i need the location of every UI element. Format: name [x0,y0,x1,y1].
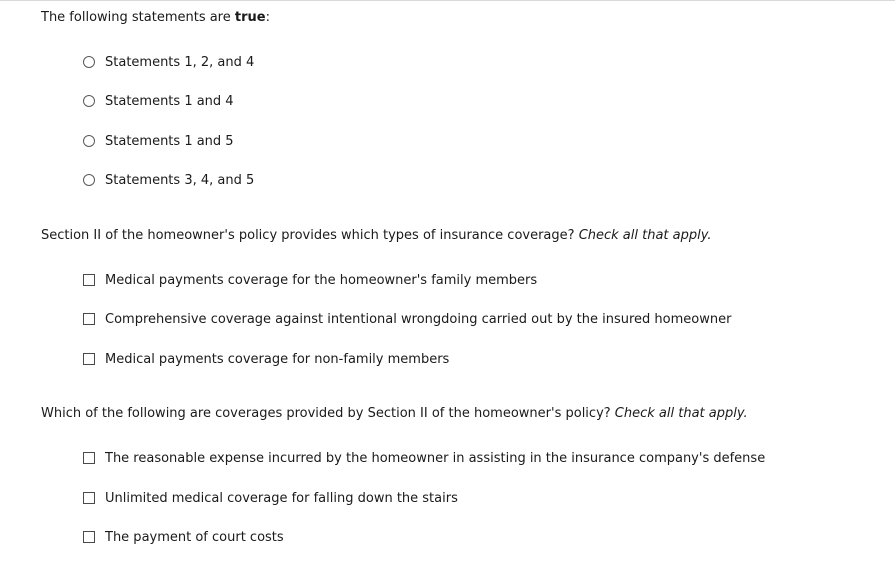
question-2-instruction: Check all that apply. [578,228,712,243]
option-label: Statements 1, 2, and 4 [105,54,255,70]
top-divider [0,0,895,1]
radio-button[interactable] [83,174,95,186]
radio-button[interactable] [83,135,95,147]
option-label: The payment of court costs [105,529,284,545]
q2-option-3[interactable] [82,350,449,368]
checkbox[interactable] [83,492,95,504]
radio-button[interactable] [83,95,95,107]
question-1-text: The following statements are [41,10,235,25]
q3-option-2[interactable] [82,489,458,507]
q3-option-3[interactable] [82,528,284,546]
question-3-prompt [41,406,748,421]
q1-option-4[interactable] [82,171,254,189]
checkbox[interactable] [83,353,95,365]
checkbox[interactable] [83,313,95,325]
checkbox[interactable] [83,452,95,464]
checkbox[interactable] [83,531,95,543]
question-3-instruction: Check all that apply. [614,406,748,421]
q2-option-2[interactable] [82,310,731,328]
q1-option-2[interactable] [82,92,234,110]
option-label: Medical payments coverage for the homeowner's family members [105,272,538,288]
question-2-text: Section II of the homeowner's policy provides which types of insurance coverage? [41,228,579,243]
option-label: The reasonable expense incurred by the homeowner in assisting in the insurance company's defense [105,450,766,466]
q1-option-1[interactable] [82,53,254,71]
q2-option-1[interactable] [82,271,537,289]
question-3-text: Which of the following are coverages provided by Section II of the homeowner's policy? [41,406,615,421]
option-label: Unlimited medical coverage for falling down the stairs [105,490,458,506]
checkbox[interactable] [83,274,95,286]
q3-option-1[interactable] [82,449,765,467]
option-label: Statements 1 and 4 [105,93,234,109]
q1-option-3[interactable] [82,132,234,150]
question-1-colon: : [265,10,270,25]
option-label: Statements 1 and 5 [105,133,234,149]
option-label: Medical payments coverage for non-family members [105,351,450,367]
question-2-prompt [41,228,712,243]
option-label: Statements 3, 4, and 5 [105,172,255,188]
option-label: Comprehensive coverage against intentional wrongdoing carried out by the insured homeowner [105,311,732,327]
question-1-emphasis: true [234,10,266,25]
question-1-prompt [41,10,270,25]
radio-button[interactable] [83,56,95,68]
